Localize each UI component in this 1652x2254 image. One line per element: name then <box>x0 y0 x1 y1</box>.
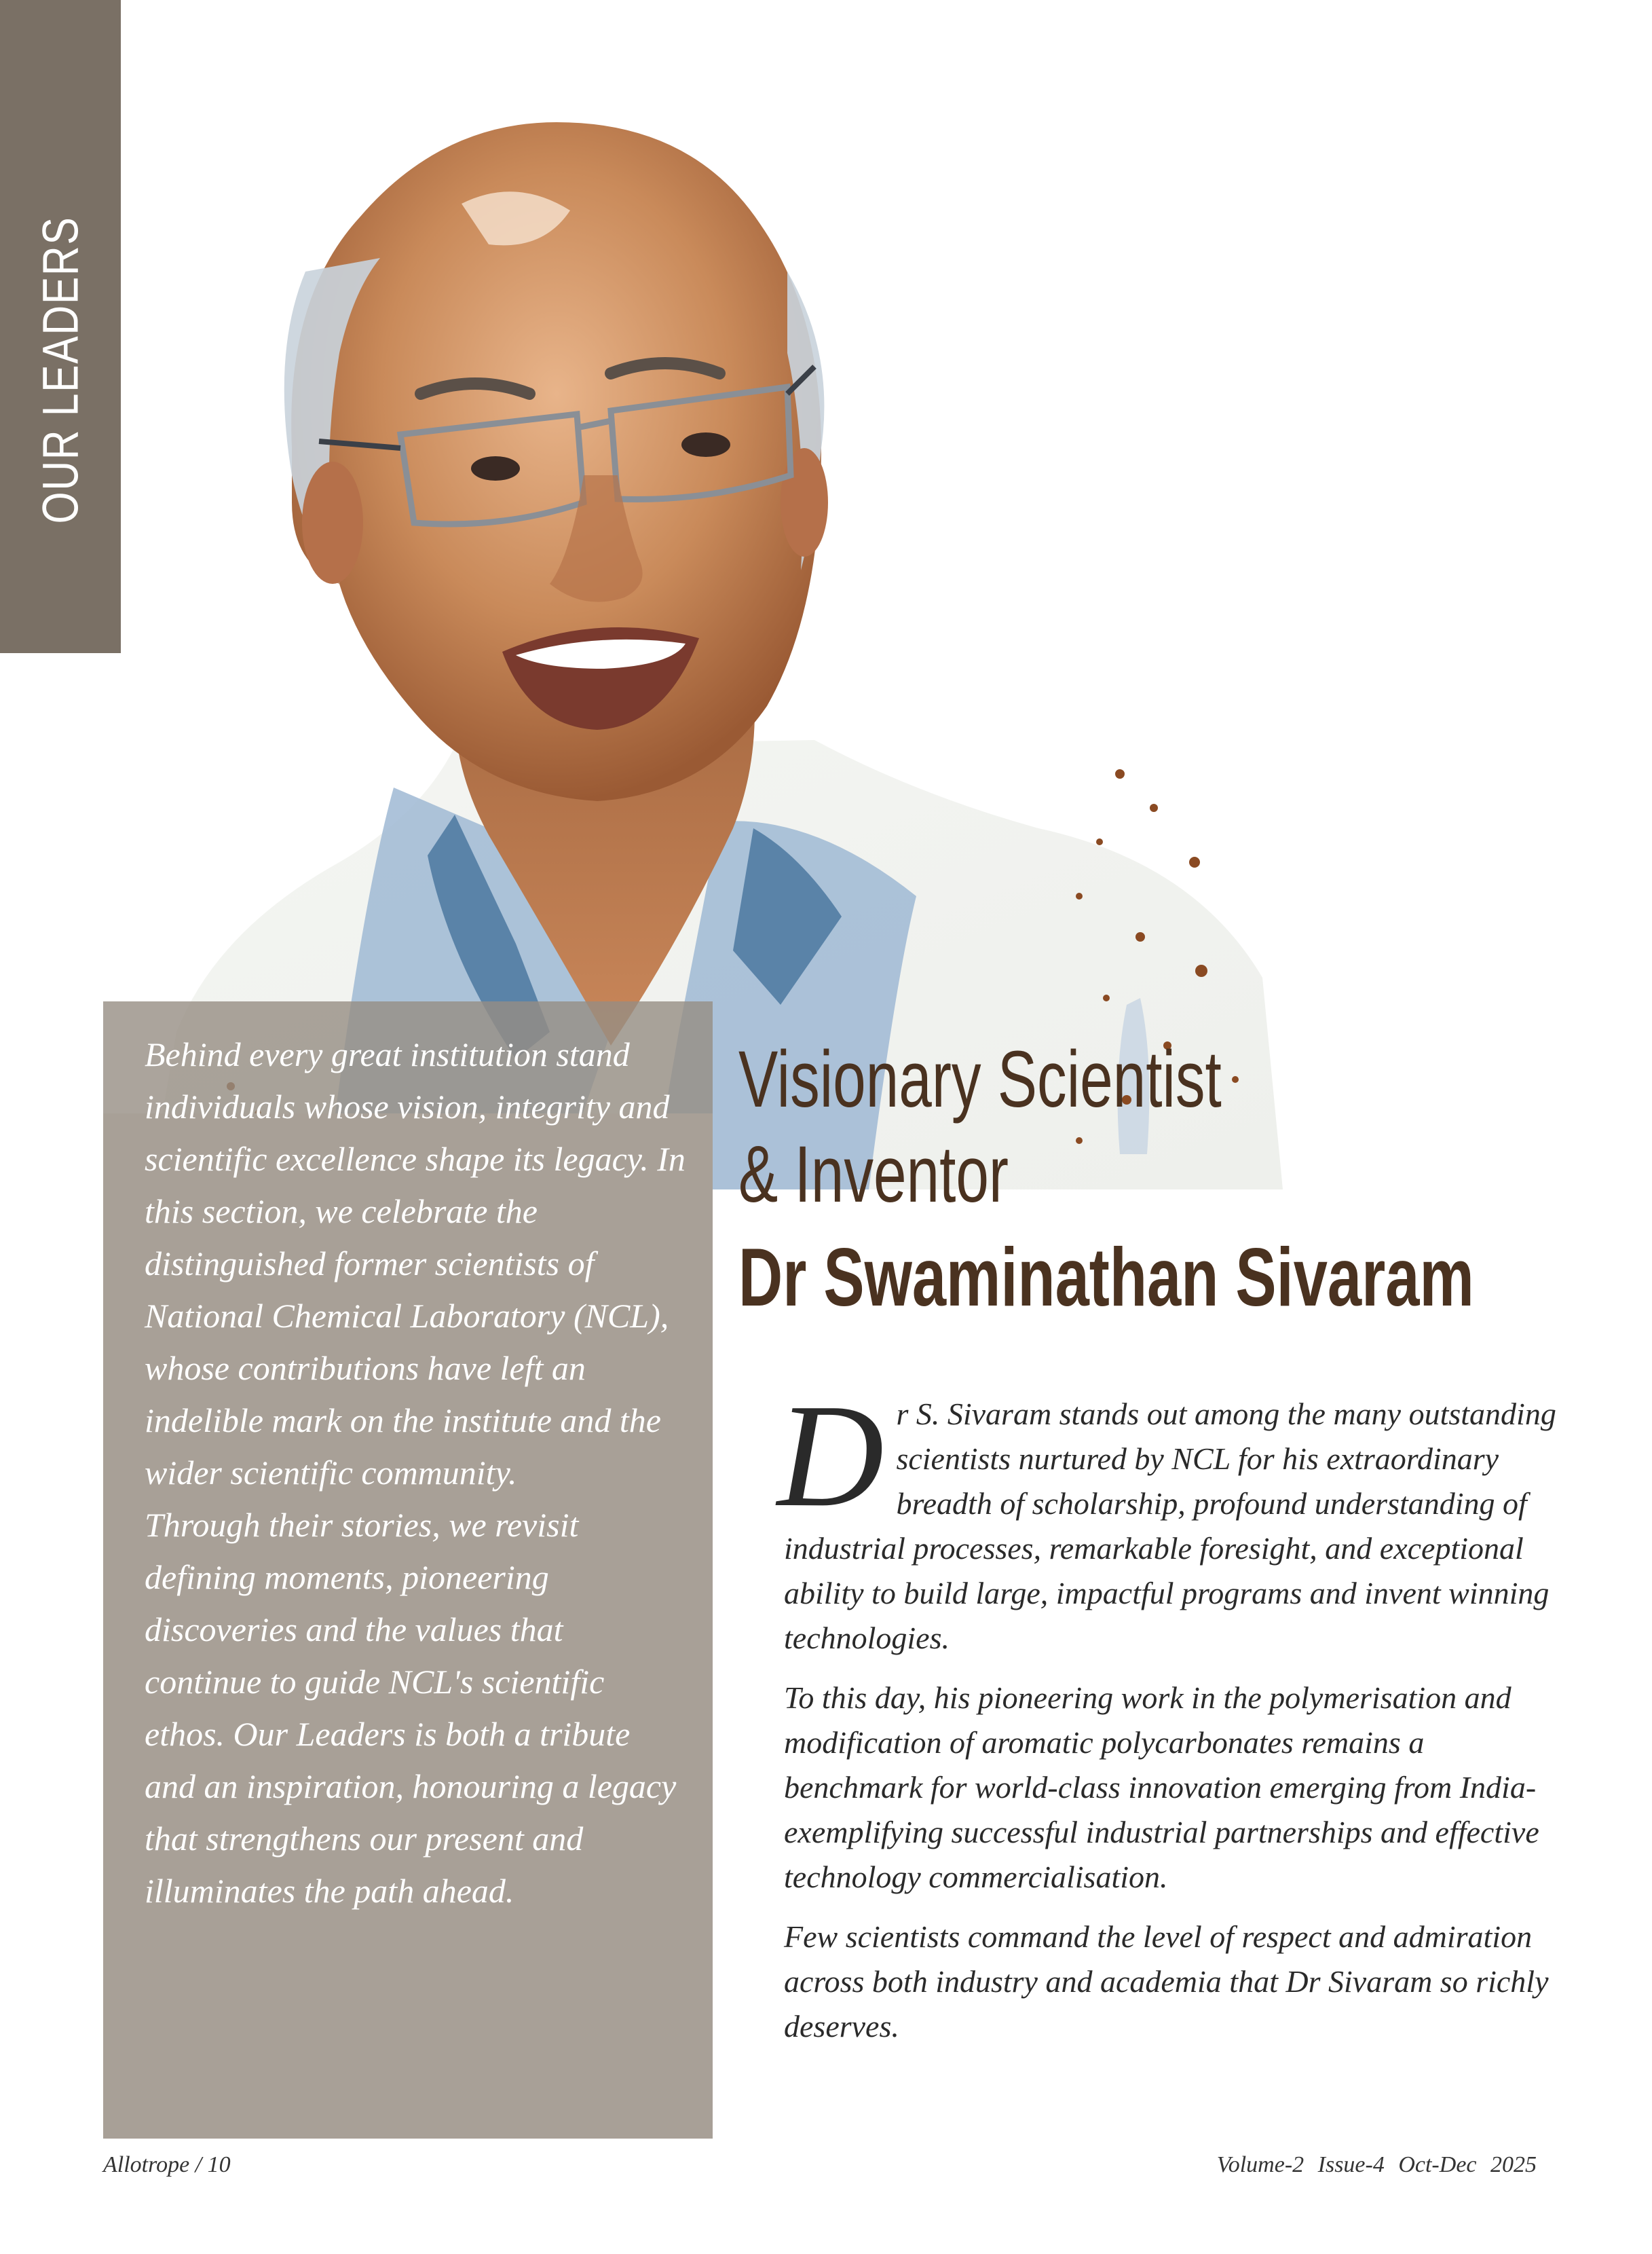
article-body <box>777 1374 1558 2064</box>
footer-issue-info: Volume-2 Issue-4 Oct-Dec 2025 <box>1216 2152 1537 2177</box>
leader-name: Dr Swaminathan Sivaram <box>738 1231 1474 1323</box>
headline <box>738 1032 1652 1328</box>
article-paragraph-2: To this day, his pioneering work in the polymerisation and modification of aromatic polycarbonates remains a benchmark for world-class innovation emerging from India-exemplifying successful industrial partnerships and effective technology commercialisation. <box>784 1680 1539 1894</box>
article-paragraph-1-text: r S. Sivaram stands out among the many outstanding scientists nurtured by NCL for his extraordinary breadth of scholarship, profound understanding of industrial processes, remarkable foresight, and exceptional ability to build large, impactful programs and invent winning technologies. <box>784 1397 1556 1655</box>
headline-line-1: Visionary Scientist <box>738 1035 1222 1124</box>
article-paragraph-3: Few scientists command the level of respect and admiration across both industry and academia that Dr Sivaram so richly deserves. <box>784 1919 1549 2044</box>
intro-text <box>145 1029 688 1917</box>
section-band <box>0 0 121 653</box>
section-label: OUR LEADERS <box>32 216 89 524</box>
intro-paragraph-1: Behind every great institution stand individuals whose vision, integrity and scientific excellence shape its legacy. In this section, we celebrate the distinguished former scientists of National Chemical Laboratory (NCL), whose contributions have left an indelible mark on the institute and the wider scientific community. <box>145 1035 686 1492</box>
headline-line-2: & Inventor <box>738 1130 1009 1219</box>
intro-paragraph-2: Through their stories, we revisit defining moments, pioneering discoveries and the values that continue to guide NCL's scientific ethos. Our Leaders is both a tribute and an inspiration, honouring a legacy that strengthens our present and illuminates the path ahead. <box>145 1506 677 1910</box>
drop-cap: D <box>777 1374 884 1538</box>
footer-publication-page: Allotrope / 10 <box>103 2152 231 2177</box>
article-paragraph-1 <box>777 1374 1558 1661</box>
